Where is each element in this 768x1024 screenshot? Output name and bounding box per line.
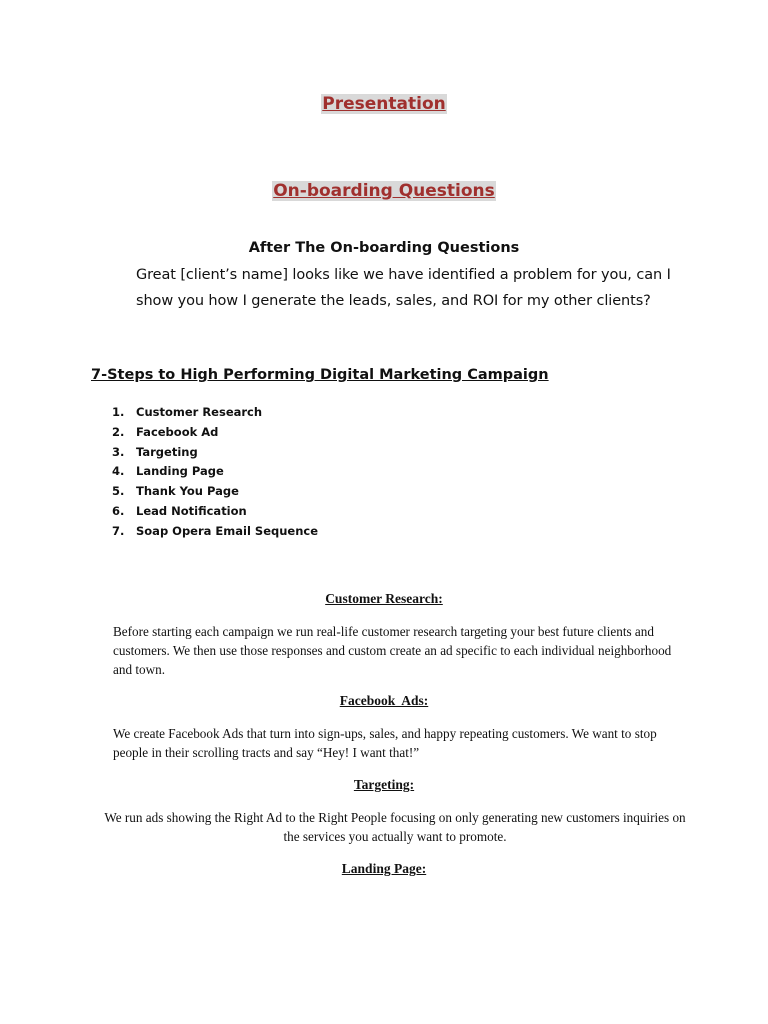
step-number: 5. (112, 484, 125, 499)
page-title-text: Presentation (322, 94, 446, 114)
facebook-ads-heading: Facebook Ads: (339, 693, 429, 708)
step-label: Lead Notification (136, 503, 247, 518)
list-item (112, 482, 318, 502)
targeting-heading: Targeting: (353, 777, 415, 792)
step-label: Targeting (136, 444, 198, 459)
list-item (112, 423, 318, 443)
list-item (112, 403, 318, 423)
page-title (0, 94, 768, 114)
after-onboarding-heading: After The On-boarding Questions (248, 240, 520, 256)
section-title (0, 181, 768, 201)
step-number: 3. (112, 444, 125, 459)
step-number: 6. (112, 503, 125, 518)
section-title-text: On-boarding Questions (273, 181, 495, 201)
step-number: 1. (112, 405, 125, 419)
list-item (112, 462, 318, 482)
step-label: Landing Page (136, 464, 224, 479)
step-label: Thank You Page (136, 484, 239, 499)
targeting-text: We run ads showing the Right Ad to the Right People focusing on only generating new customers inquiries on the services you actually want to promote. (104, 810, 686, 844)
list-item (112, 502, 318, 522)
facebook-ads-text: We create Facebook Ads that turn into sign-ups, sales, and happy repeating customers. We want to stop people in their scrolling tracts and say “Hey! I want that!” (113, 726, 657, 760)
landing-page-heading: Landing Page: (341, 861, 427, 876)
step-number: 4. (112, 464, 125, 479)
step-number: 7. (112, 523, 125, 538)
step-label: Soap Opera Email Sequence (136, 523, 319, 538)
steps-heading: 7-Steps to High Performing Digital Marketing Campaign (91, 367, 549, 383)
list-item (112, 443, 318, 463)
list-item (112, 522, 318, 542)
step-label: Facebook Ad (136, 424, 219, 439)
step-label: Customer Research (136, 405, 263, 419)
customer-research-text: Before starting each campaign we run real-life customer research targeting your best future clients and customers. We then use those responses and custom create an ad specific to each individual neighborhood and town. (113, 624, 672, 677)
step-number: 2. (112, 424, 125, 439)
steps-list (112, 403, 318, 542)
customer-research-heading: Customer Research: (325, 591, 443, 606)
after-onboarding-body: Great [client’s name] looks like we have identified a problem for you, can I show you how I generate the leads, sales, and ROI for my other clients? (136, 267, 671, 309)
